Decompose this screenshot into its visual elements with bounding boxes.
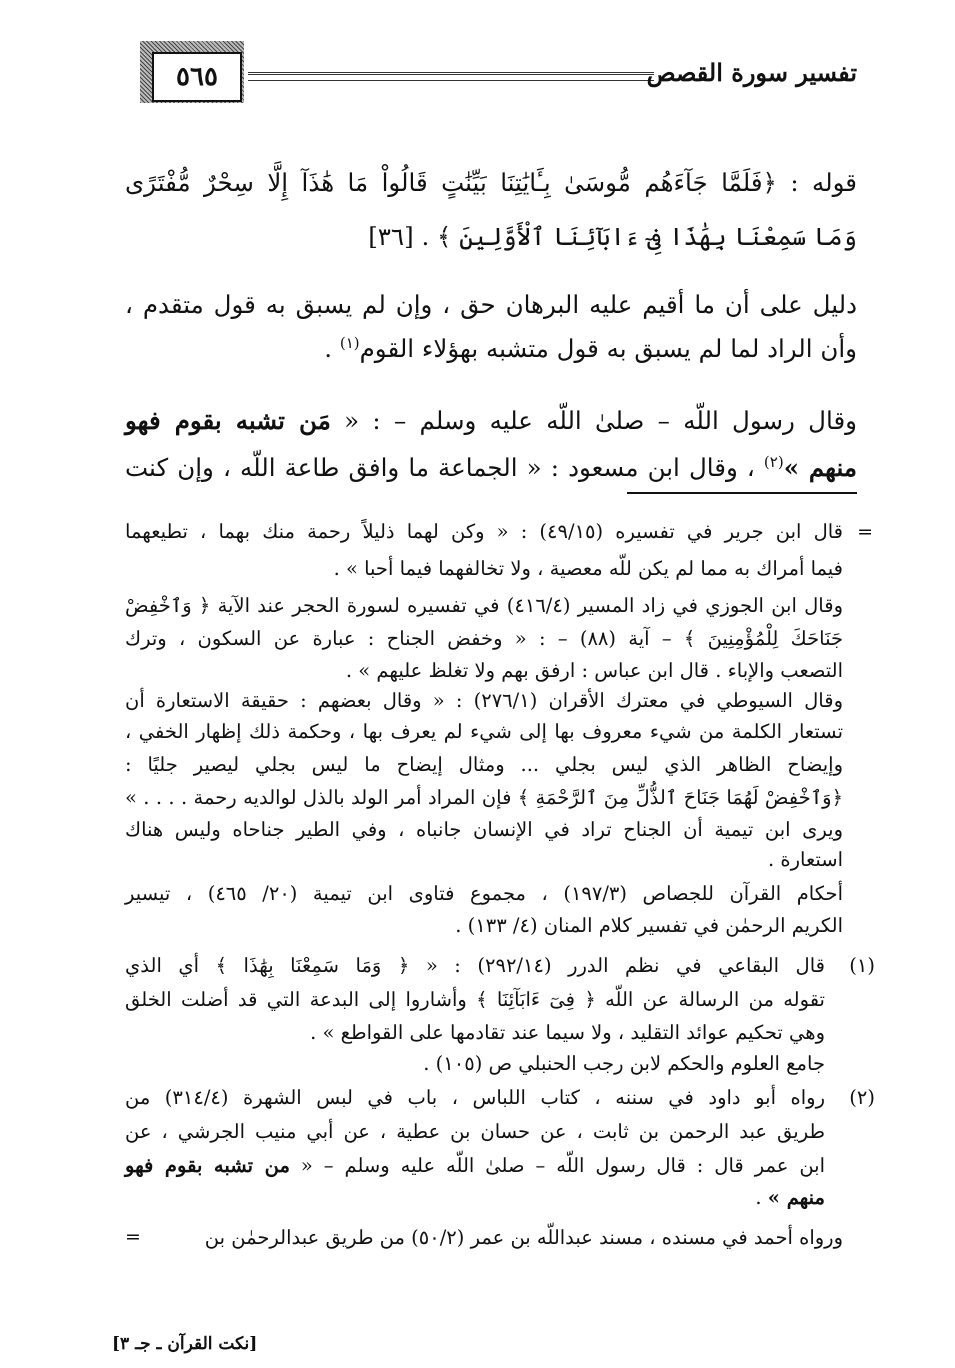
fn1-line-4: جامع العلوم والحكم لابن رجب الحنبلي ص (١٠٥) . [423, 1052, 825, 1075]
fn-cont-line-4: جَنَاحَكَ لِلْمُؤْمِنِينَ ﴾ – آية (٨٨) – : « وخفض الجناح : عبارة عن السكون ، وترك [125, 627, 844, 650]
fn-cont-line-8: وإيضاح الظاهر الذي ليس بجلي ... ومثال إيضاح ما ليس بجلي ليصير جليًا : [125, 753, 843, 776]
fn-cont-line-1: قال ابن جرير في تفسيره (٤٩/١٥) : « وكن لهما ذليلاً رحمة منك بهما ، تطيعهما [125, 520, 844, 543]
fn-cont-line-5: التصعب والإباء . قال ابن عباس : ارفق بهم ولا تغلظ عليهم » . [345, 659, 843, 682]
fn-cont-line-13: الكريم الرحمٰن في تفسير كلام المنان (٤/ ١٣٣) . [455, 914, 843, 937]
fn2-line-2: طريق عبد الرحمن بن ثابت ، عن حسان بن عطية ، عن أبي منيب الجرشي ، عن [125, 1120, 825, 1143]
fn-cont-line-9: ﴿وَٱخْفِضْ لَهُمَا جَنَاحَ ٱلذُّلِّ مِنَ ٱلرَّحْمَةِ ﴾ فإن المراد أمر الولد بالذل لوالديه رحمة . . . . » [125, 786, 843, 809]
para2-line-2-text: ، وقال ابن مسعود : « الجماعة ما وافق طاعة اللّه ، وإن كنت [125, 453, 764, 483]
fn-cont-line-3: وقال ابن الجوزي في زاد المسير (٤١٦/٤) في تفسيره لسورة الحجر عند الآية ﴿ وَٱخْفِضْ [125, 594, 843, 617]
footnote-separator [627, 492, 857, 494]
fn2-end: . [755, 1186, 768, 1209]
verse-line-2: وَمَا سَمِعْنَا بِهَٰذَا فِىٓ ءَابَآئِنَا ٱلْأَوَّلِينَ ﴾ . [٣٦] [368, 222, 857, 251]
verse-line-1: قوله : ﴿فَلَمَّا جَآءَهُم مُّوسَىٰ بِـَٔايَٰتِنَا بَيِّنَٰتٍ قَالُواْ مَا هَٰذَآ إِلَّا سِحْرٌ مُّفْتَرًى [125, 168, 857, 197]
fn-cont-line-12: أحكام القرآن للجصاص (١٩٧/٣) ، مجموع فتاوى ابن تيمية (٢٠/ ٤٦٥) ، تيسير [125, 882, 843, 905]
para2-line-1-text: وقال رسول اللّه – صلىٰ اللّه عليه وسلم – : « [330, 406, 857, 435]
hadith-bold-2: منهم » [783, 453, 857, 483]
fn2-line-3 [125, 1154, 825, 1177]
continuation-mark-end: = [125, 1226, 141, 1248]
fn-cont-line-10: ويرى ابن تيمية أن الجناح تراد في الإنسان جانباه ، وفي الطير جناحاه وليس هناك [125, 818, 843, 841]
fn-last-line: ورواه أحمد في مسنده ، مسند عبداللّه بن عمر (٥٠/٢) من طريق عبدالرحمٰن بن [204, 1226, 843, 1249]
para2-line-2 [125, 453, 857, 482]
para1-line-1: دليل على أن ما أقيم عليه البرهان حق ، وإن لم يسبق به قول متقدم ، [125, 290, 857, 319]
volume-signature: [نكت القرآن ـ جـ ٣] [112, 1334, 258, 1354]
fn1-line-1: قال البقاعي في نظم الدرر (٢٩٢/١٤) : « ﴿ وَمَا سَمِعْنَا بِهَٰذَا ﴾ أي الذي [125, 954, 825, 977]
fn2-line-1: رواه أبو داود في سننه ، كتاب اللباس ، باب في لبس الشهرة (٣١٤/٤) من [125, 1086, 825, 1109]
header-rule [248, 72, 654, 81]
fn2-line-4 [125, 1186, 825, 1209]
fn-cont-line-11: استعارة . [767, 848, 843, 871]
fn-cont-line-7: تستعار الكلمة من شيء معروف بها إلى شيء لم يعرف بها ، وحكمة ذلك إظهار الخفي ، [125, 720, 843, 743]
fn1-line-2: تقوله من الرسالة عن اللّه ﴿ فِىٓ ءَابَآئِنَا ﴾ وأشاروا إلى البدعة التي قد أضلت الخلق [125, 988, 825, 1011]
fn2-line-3-text: ابن عمر قال : قال رسول اللّه – صلىٰ اللّه عليه وسلم – « [289, 1154, 826, 1177]
fn2-hadith-bold-1: من تشبه بقوم فهو [125, 1154, 290, 1177]
page-number [152, 52, 242, 102]
continuation-mark: = [857, 521, 873, 543]
running-title: تفسير سورة القصص [646, 58, 857, 87]
fn-cont-line-6: وقال السيوطي في معترك الأقران (٢٧٦/١) : « وقال بعضهم : حقيقة الاستعارة أن [125, 689, 843, 712]
para1-line-2-text: وأن الراد لما لم يسبق به قول متشبه بهؤلاء القوم [359, 334, 857, 364]
hadith-bold-1: مَن تشبه بقوم فهو [125, 406, 331, 435]
footnote-2-mark: (٢) [849, 1086, 875, 1109]
para1-line-2 [324, 334, 857, 363]
fn2-hadith-bold-2: منهم » [767, 1186, 825, 1209]
para2-line-1 [125, 406, 857, 435]
fn1-line-3: وهي تحكيم عوائد التقليد ، ولا سيما عند تقادمها على القواطع » . [310, 1021, 825, 1044]
footnote-ref-1[interactable]: (١) [339, 334, 360, 352]
page-number-text: ٥٦٥ [176, 62, 218, 92]
para1-end: . [324, 334, 340, 364]
footnote-ref-2[interactable]: (٢) [763, 453, 784, 471]
footnote-1-mark: (١) [849, 954, 875, 977]
fn-cont-line-2: فيما أمراك به مما لم يكن للّه معصية ، ولا تخالفهما فيما أحبا » . [333, 557, 843, 580]
